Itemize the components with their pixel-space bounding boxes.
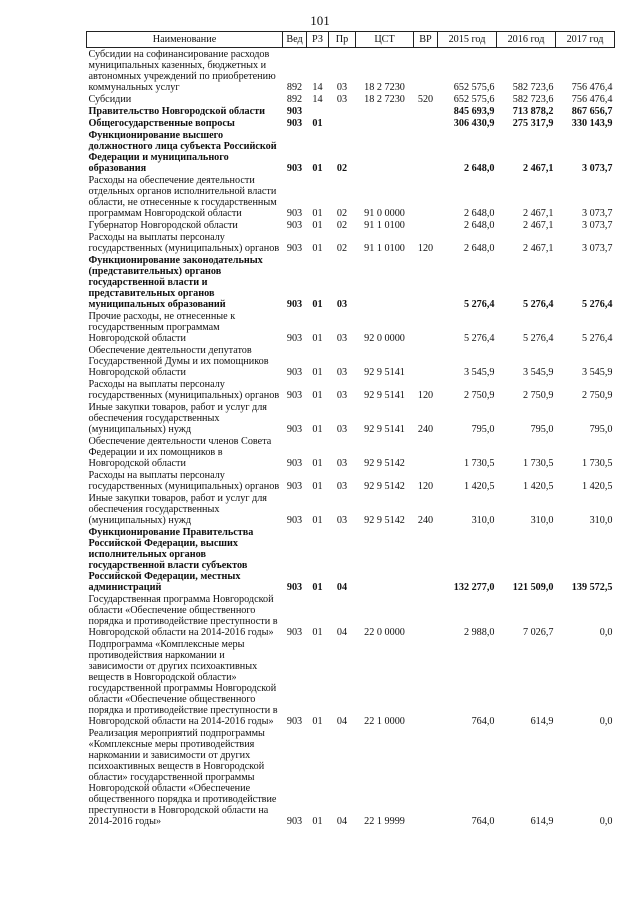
row-pr: 02 [336,220,348,231]
row-ved: 903 [286,515,303,526]
row-pr: 03 [336,299,348,310]
row-cst: 92 0 0000 [364,333,405,344]
row-ved: 903 [286,333,303,344]
row-ved: 903 [286,458,303,469]
row-name: Функционирование Правительства Российской Федерации, высших исполнительных органов государственной власти субъектов Российской Федерации, местных администраций [88,527,254,593]
table-row [87,401,615,435]
row-pr: 02 [336,208,348,219]
header-ved: Вед [283,32,307,48]
row-rz: 01 [312,220,323,231]
row-vr [414,344,438,378]
row-ved: 903 [286,243,303,254]
table-header-row [87,32,615,48]
row-rz: 01 [312,582,323,593]
row-rz: 14 [312,94,323,105]
row-vr [414,129,438,174]
row-rz: 01 [312,627,323,638]
row-2016: 2 467,1 [522,243,554,254]
row-vr [414,526,438,593]
row-2017: 795,0 [589,424,613,435]
row-pr: 03 [336,390,348,401]
table-row [87,105,615,117]
row-2015: 2 988,0 [463,627,495,638]
row-pr: 04 [336,816,348,827]
row-ved: 903 [286,106,303,117]
page-number: 101 [310,13,330,28]
row-vr: 120 [417,481,434,492]
table-row [87,219,615,231]
row-2016: 2 467,1 [522,163,554,174]
row-rz: 01 [312,367,323,378]
row-name: Обеспечение деятельности членов Совета Федерации и их помощников в Новгородской области [88,436,272,469]
row-pr [329,105,356,117]
row-name: Правительство Новгородской области [88,106,266,117]
row-cst: 22 0 0000 [364,627,405,638]
row-2017: 3 073,7 [581,208,613,219]
row-vr [414,117,438,129]
row-cst: 22 1 9999 [364,816,405,827]
row-cst: 22 1 0000 [364,716,405,727]
row-rz: 01 [312,481,323,492]
header-name: Наименование [87,32,283,48]
table-row [87,310,615,344]
row-rz: 01 [312,816,323,827]
row-ved: 903 [286,481,303,492]
row-pr: 04 [336,716,348,727]
row-rz: 01 [312,515,323,526]
table-body [87,48,615,828]
row-vr: 120 [417,390,434,401]
table-row [87,492,615,526]
row-vr [414,174,438,219]
row-cst [356,129,414,174]
row-vr [414,219,438,231]
row-rz: 01 [312,716,323,727]
row-2017: 867 656,7 [571,106,613,117]
row-name: Прочие расходы, не отнесенные к государственным программам Новгородской области [88,311,236,344]
row-vr [414,310,438,344]
row-2015: 3 545,9 [463,367,495,378]
row-ved: 903 [286,716,303,727]
row-2015: 795,0 [471,424,495,435]
row-rz: 01 [312,208,323,219]
row-rz: 01 [312,333,323,344]
row-name: Субсидии [88,94,132,105]
row-cst: 18 2 7230 [364,82,405,93]
row-2016: 614,9 [530,816,554,827]
row-ved: 903 [286,367,303,378]
row-2016: 582 723,6 [512,94,554,105]
row-2015: 2 648,0 [463,220,495,231]
row-vr [414,593,438,638]
row-2016: 614,9 [530,716,554,727]
row-ved: 903 [286,118,303,129]
header-2015: 2015 год [438,32,497,48]
row-2017: 0,0 [599,816,613,827]
row-pr: 03 [336,458,348,469]
row-pr: 03 [336,367,348,378]
row-2016: 5 276,4 [522,299,554,310]
row-2017: 0,0 [599,716,613,727]
row-pr: 03 [336,481,348,492]
row-2017: 756 476,4 [571,94,613,105]
row-ved: 903 [286,816,303,827]
row-rz: 01 [312,458,323,469]
row-cst: 91 1 0100 [364,243,405,254]
row-rz: 14 [312,82,323,93]
row-2016: 795,0 [530,424,554,435]
budget-table [86,31,615,827]
row-2015: 1 420,5 [463,481,495,492]
row-pr: 03 [336,333,348,344]
row-name: Иные закупки товаров, работ и услуг для обеспечения государственных (муниципальных) нужд [88,493,267,526]
row-2017: 0,0 [599,627,613,638]
row-2015: 5 276,4 [463,333,495,344]
row-pr: 02 [336,243,348,254]
row-rz: 01 [312,118,323,129]
row-pr: 02 [336,163,348,174]
row-2015: 845 693,9 [453,106,495,117]
row-2015: 310,0 [471,515,495,526]
row-2015: 764,0 [471,816,495,827]
row-2015: 2 648,0 [463,163,495,174]
row-cst: 91 0 0000 [364,208,405,219]
row-vr: 520 [417,94,434,105]
row-pr: 03 [336,424,348,435]
row-cst [356,254,414,310]
row-name: Функционирование высшего должностного лица субъекта Российской Федерации и муниципального образования [88,130,277,174]
table-row [87,526,615,593]
row-ved: 903 [286,582,303,593]
row-2017: 310,0 [589,515,613,526]
row-cst: 92 9 5142 [364,481,405,492]
row-cst [356,105,414,117]
header-vr: ВР [414,32,438,48]
row-vr [414,254,438,310]
row-ved: 892 [286,82,303,93]
row-2015: 5 276,4 [463,299,495,310]
row-name: Иные закупки товаров, работ и услуг для обеспечения государственных (муниципальных) нужд [88,402,267,435]
row-vr [414,105,438,117]
row-2017: 330 143,9 [571,118,613,129]
table-row [87,48,615,94]
row-pr: 04 [336,582,348,593]
row-name: Расходы на выплаты персоналу государственных (муниципальных) органов [88,470,280,492]
row-ved: 903 [286,424,303,435]
row-2016: 1 730,5 [522,458,554,469]
row-cst: 92 9 5141 [364,367,405,378]
row-name: Реализация мероприятий подпрограммы «Комплексные меры противодействия наркомании и зависимости от других психоактивных веществ в Новгородской области» государственной программы Новгородской области «Обеспечение общественного порядка и противодействие преступности в Новгородской области на 2014-2016 годы» [88,728,277,827]
row-2016: 2 467,1 [522,220,554,231]
row-ved: 903 [286,208,303,219]
row-2017: 5 276,4 [581,333,613,344]
row-ved: 903 [286,299,303,310]
row-2015: 1 730,5 [463,458,495,469]
row-cst [356,526,414,593]
row-2017: 139 572,5 [571,582,613,593]
row-2017: 5 276,4 [581,299,613,310]
row-2015: 2 648,0 [463,243,495,254]
row-vr: 240 [417,424,434,435]
row-rz [307,105,329,117]
row-cst: 92 9 5142 [364,515,405,526]
table-row [87,231,615,254]
table-row [87,469,615,492]
row-vr [414,638,438,727]
row-cst: 92 9 5141 [364,424,405,435]
row-2016: 2 750,9 [522,390,554,401]
row-rz: 01 [312,163,323,174]
table-row [87,344,615,378]
table-row [87,129,615,174]
row-name: Подпрограмма «Комплексные меры противодействия наркомании и зависимости от других психоактивных веществ в Новгородской области» государственной программы Новгородской области «Обеспечение общественного порядка и противодействие преступности в Новгородской области на 2014-2016 годы» [88,639,278,727]
row-2017: 3 073,7 [581,163,613,174]
row-cst: 18 2 7230 [364,94,405,105]
row-name: Обеспечение деятельности депутатов Государственной Думы и их помощников Новгородской области [88,345,269,378]
table-row [87,254,615,310]
header-rz: РЗ [307,32,329,48]
row-2016: 7 026,7 [522,627,554,638]
row-name: Расходы на выплаты персоналу государственных (муниципальных) органов [88,232,280,254]
row-pr: 03 [336,515,348,526]
row-rz: 01 [312,390,323,401]
row-2017: 756 476,4 [571,82,613,93]
row-name: Функционирование законодательных (представительных) органов государственной власти и представительных органов муниципальных образований [88,255,263,310]
row-cst: 92 9 5141 [364,390,405,401]
row-name: Расходы на обеспечение деятельности отдельных органов исполнительной власти области, не отнесенные к государственным программам Новгородской области [88,175,277,219]
row-2017: 3 545,9 [581,367,613,378]
row-ved: 903 [286,163,303,174]
row-ved: 903 [286,220,303,231]
header-cst: ЦСТ [356,32,414,48]
row-rz: 01 [312,299,323,310]
row-2017: 1 730,5 [581,458,613,469]
header-pr: Пр [329,32,356,48]
row-2017: 3 073,7 [581,243,613,254]
row-vr: 240 [417,515,434,526]
row-cst: 92 9 5142 [364,458,405,469]
row-vr [414,435,438,469]
table-row [87,93,615,105]
row-2016: 275 317,9 [512,118,554,129]
row-2015: 306 430,9 [453,118,495,129]
row-cst: 91 1 0100 [364,220,405,231]
row-ved: 903 [286,390,303,401]
header-2017: 2017 год [556,32,615,48]
row-pr: 03 [336,82,348,93]
row-2017: 2 750,9 [581,390,613,401]
row-2017: 3 073,7 [581,220,613,231]
row-name: Государственная программа Новгородской области «Обеспечение общественного порядка и противодействие преступности в Новгородской области на 2014-2016 годы» [88,594,278,638]
table-row [87,727,615,827]
row-ved: 892 [286,94,303,105]
row-2015: 2 750,9 [463,390,495,401]
row-rz: 01 [312,424,323,435]
row-pr: 03 [336,94,348,105]
header-2016: 2016 год [497,32,556,48]
table-row [87,174,615,219]
row-2016: 713 878,2 [512,106,554,117]
row-2016: 3 545,9 [522,367,554,378]
row-2016: 5 276,4 [522,333,554,344]
row-2015: 132 277,0 [453,582,495,593]
row-2016: 310,0 [530,515,554,526]
table-row [87,435,615,469]
row-2015: 2 648,0 [463,208,495,219]
row-2017: 1 420,5 [581,481,613,492]
row-2015: 764,0 [471,716,495,727]
row-vr [414,727,438,827]
row-2015: 652 575,6 [453,94,495,105]
row-pr [329,117,356,129]
row-name: Расходы на выплаты персоналу государственных (муниципальных) органов [88,379,280,401]
row-name: Общегосударственные вопросы [88,118,235,129]
table-row [87,638,615,727]
row-2015: 652 575,6 [453,82,495,93]
row-pr: 04 [336,627,348,638]
row-2016: 582 723,6 [512,82,554,93]
row-vr [414,48,438,94]
row-ved: 903 [286,627,303,638]
row-2016: 1 420,5 [522,481,554,492]
table-row [87,593,615,638]
row-2016: 2 467,1 [522,208,554,219]
row-name: Губернатор Новгородской области [88,220,238,231]
row-vr: 120 [417,243,434,254]
row-rz: 01 [312,243,323,254]
table-row [87,117,615,129]
row-cst [356,117,414,129]
row-2016: 121 509,0 [512,582,554,593]
table-row [87,378,615,401]
row-name: Субсидии на софинансирование расходов муниципальных казенных, бюджетных и автономных учреждений по приобретению коммунальных услуг [88,49,276,93]
